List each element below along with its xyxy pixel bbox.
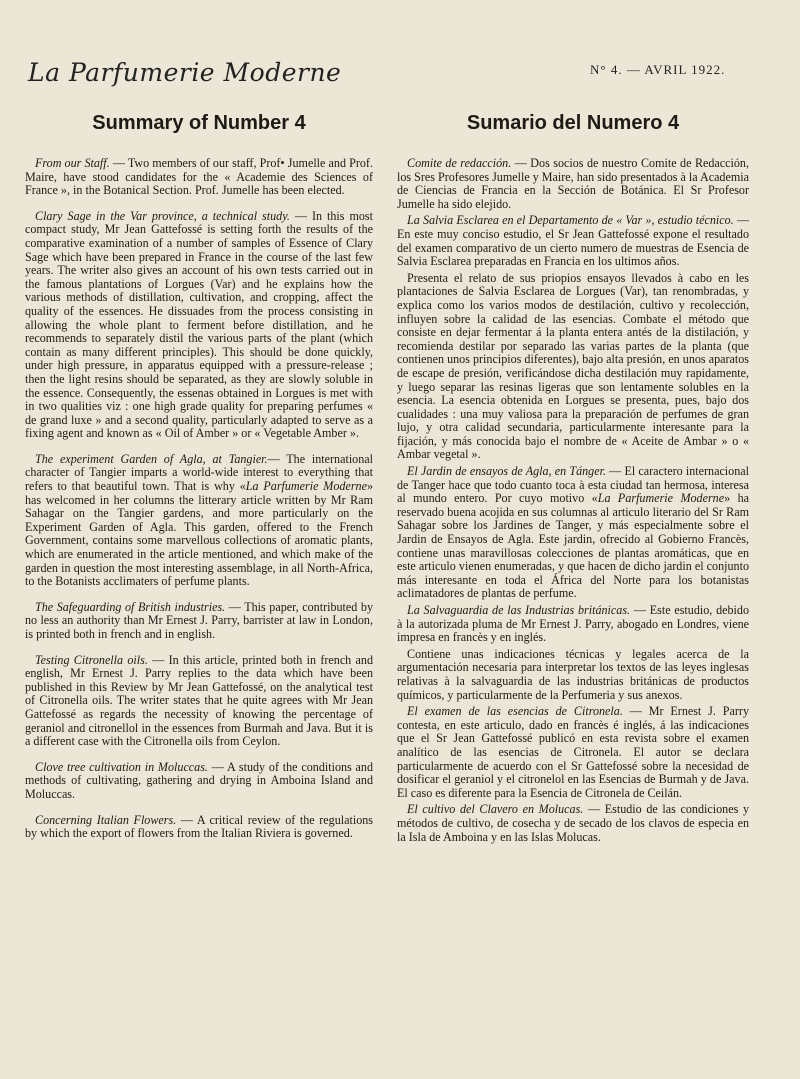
section-title: Concerning Italian Flowers. [35,812,177,827]
section-body: — In this most compact study, Mr Jean Gattefossé is setting forth the results of the comparative examination of a number of samples of Essence of Clary Sage which have been prepared in France in the course of the last few years. The writer also gives an account of his own tests carried out in the famous plantations of Lorgues (Var) and he explains how the various methods of distillation, cultivation, and cropping, affect the quality of the essences. He dissuades from the process consisting in allowing the whole plant to ferment before distillation, and he recommends to separately distil the various parts of the plant (which contain as many different principles). This should be done quickly, under high pressure, in apparatus equipped with a pressure-release ; then the light resins should be separated, as they are slowly soluble in the essence. Consequently, the essenas obtained in Lorgues is met with in two qualities viz : one high grade quality for preparing perfumes « de grand luxe » and a second quality, particularly adapted to serve as a fixing agent and known as « Oil of Amber » or « Vegetable Amber ». [25,208,373,441]
section-body: — This paper, contributed by no less an authority than Mr Ernest J. Parry, barrister at law in London, is printed both in french and in english. [25,599,373,641]
section-body: — A critical review of the regulations by which the export of flowers from the Italian Riviera is governed. [25,812,374,841]
english-summary-title: Summary of Number 4 [92,112,306,134]
section-title: Clove tree cultivation in Moluccas. [35,759,208,774]
english-section-clove-tree [25,761,373,802]
section-title: La Salvia Esclarea en el Departamento de « Var », estudio técnico. [407,213,734,228]
section-title: Clary Sage in the Var province, a technical study. [35,208,290,223]
magazine-name: La Parfumerie Moderne [245,479,367,494]
spanish-section-agla [397,465,749,601]
spanish-summary-column [397,112,749,847]
section-title: The experiment Garden of Agla, at Tangier. [35,451,268,466]
section-body: — A study of the conditions and methods of cultivating, gathering and drying in Amboina Island and Moluccas. [25,759,374,801]
section-body: — Mr Ernest J. Parry contesta, en este articulo, dado en francès é inglés, á las indicaciones que el Sr Jean Gattefossé publicó en esta revista sobre el examen analítico de las esencias de Citronela. El autor se declara particularmente de acuerdo con el Sr Gattefossé sobre la necesidad de dosificar el geraniol y el citronelol en las Esencias de Burmah y de Java. El caso es diferente para la Esencia de Citronela de Ceilán. [397,704,749,800]
section-title: El examen de las esencias de Citronela. [407,704,623,719]
spanish-section-salvia [397,214,749,268]
english-section-british-industries [25,601,373,642]
section-title: Testing Citronella oils. [35,652,148,667]
english-section-agla-garden [25,453,373,589]
spanish-section-clavero [397,803,749,844]
section-title: La Salvaguardia de las Industrias británicas. [407,603,631,617]
spanish-section-salvaguardia-cont: Contiene unas indicaciones técnicas y legales acerca de la argumentación necesaria para interpretar los textos de las leyes inglesas relativas à la salvaguardia de las industrias británicas de productos químicos, y particularmente de la Perfumeria y sus anexos. [397,646,749,702]
english-summary-column [25,112,373,853]
section-title: From our Staff. [35,156,110,170]
spanish-section-salvia-cont: Presenta el relato de sus priopios ensayos llevados à cabo en les plantaciones de Salvia Esclarea de Lorgues (Var), tan renombradas, y explica como los varios modos de destilación, cultivo y recolección, influyen sobre la calidad de las esencias. Combate el método que consiste en dejar fermentar á la planta entera antés de la distilación, y recomienda destilar por separado las varias partes de la planta (que contienen unos principios diferentes), bajo alta presión, en unos aparatos de escape de presión, verificándose dicha destilación muy rapidamente, y luego separar las resinas ligeras que son lentamente solubles en la esencia. La esencia obtenida en Lorgues se presenta, pues, bajo dos cualidades : una muy valiosa para la preparación de perfumes de gran lujo, y otra calidad secundaria, particularmente interesante para la fijación, y más conocida bajo el nombre de « Aceite de Ambar » o « Ambar vegetal ». [397,270,749,462]
english-section-citronella [25,654,373,749]
spanish-section-salvaguardia [397,604,749,645]
section-body: — In this article, printed both in french and english, Mr Ernest J. Parry replies to the data which have been published in this Review by Mr Jean Gattefossé, on the analytical test of Citronella oils. The writer states that he quite agrees with Mr Jean Gattefossé as regards the necessity of knowing the percentage of geraniol and citronellol in the essences from Burmah and Java. But it is a different case with the Citronella oils from Ceylon. [25,652,373,749]
section-title: Comite de redacción. [407,156,512,170]
section-body: — Two members of our staff, Prof• Jumelle and Prof. Maire, have stood candidates for the « Academie des Sciences of France », in the Botanical Section. Prof. Jumelle has been elected. [25,156,373,198]
section-body: — Estudio de las condiciones y métodos de cultivo, de cosecha y de secado de los clavos de especia en la Isla de Amboina y en las Islas Molucas. [397,802,749,844]
spanish-section-comite [397,157,749,211]
english-section-italian-flowers [25,814,373,841]
spanish-section-citronela [397,705,749,800]
section-body: — Este estudio, debido à la autorizada pluma de Mr Ernest J. Parry, abogado en Londres, viene impresa en francès y en inglés. [397,603,750,645]
section-body: » ha reservado buena acojida en sus columnas al articulo literario del Sr Ram Sahagar sobre los Jardines de Tanger, y más especialmente sobre el Jardin de Ensayos de Agla. Este jardin, ofrecido al Gobierno Francès, contiene unas maravillosas colecciones de plantas aromáticas, que en este articulo vienen enumeradas, y que hacen de dicho jardin el conjunto más interesante en toda el África del Norte para los botanistas aclimatadores de plantas de perfume. [397,491,749,601]
magazine-name: La Parfumerie Moderne [597,491,725,506]
section-body: — The international character of Tangier imparts a world-wide interest to everything that refers to that beautiful town. That is why « [25,451,373,494]
english-section-clary-sage [25,210,373,441]
section-title: El Jardin de ensayos de Agla, en Tánger. [407,464,606,479]
issue-number: N° 4. — AVRIL 1922. [590,62,726,77]
english-section-staff [25,157,373,198]
section-body: — En este muy conciso estudio, el Sr Jean Gattefossé expone el resultado del examen comparativo de un cierto numero de muestras de Esencia de Salvia Esclarea preparadas en Francia en los ultimos años. [397,213,749,269]
section-body: — El caractero internacional de Tanger hace que todo cuanto toca à esta ciudad tan hermosa, interesa al mundo entero. Por cuyo motivo « [397,464,749,506]
section-body: — Dos socios de nuestro Comite de Redacción, los Sres Profesores Jumelle y Maire, han sido presentados à la Academia de Ciencias de Francia en la Sección de Botánica. El Sr Profesor Jumelle ha sido elejido. [397,156,750,211]
section-title: El cultivo del Clavero en Molucas. [407,802,584,817]
section-title: The Safeguarding of British industries. [35,599,226,614]
masthead: La Parfumerie Moderne [28,58,342,87]
spanish-summary-title: Sumario del Numero 4 [466,112,680,134]
section-body: » has welcomed in her columns the litterary article written by Mr Ram Sahagar on the Tangier gardens, and more particularly on the Experiment Garden of Agla. This garden, offered to the French Government, contains some marvellous collections of aromatic plants, which are enumerated in the article mentioned, and which make of the garden in question the most interesting assemblage, in all North-Africa, to the Botanists acclimaters of perfume plants. [25,479,373,589]
